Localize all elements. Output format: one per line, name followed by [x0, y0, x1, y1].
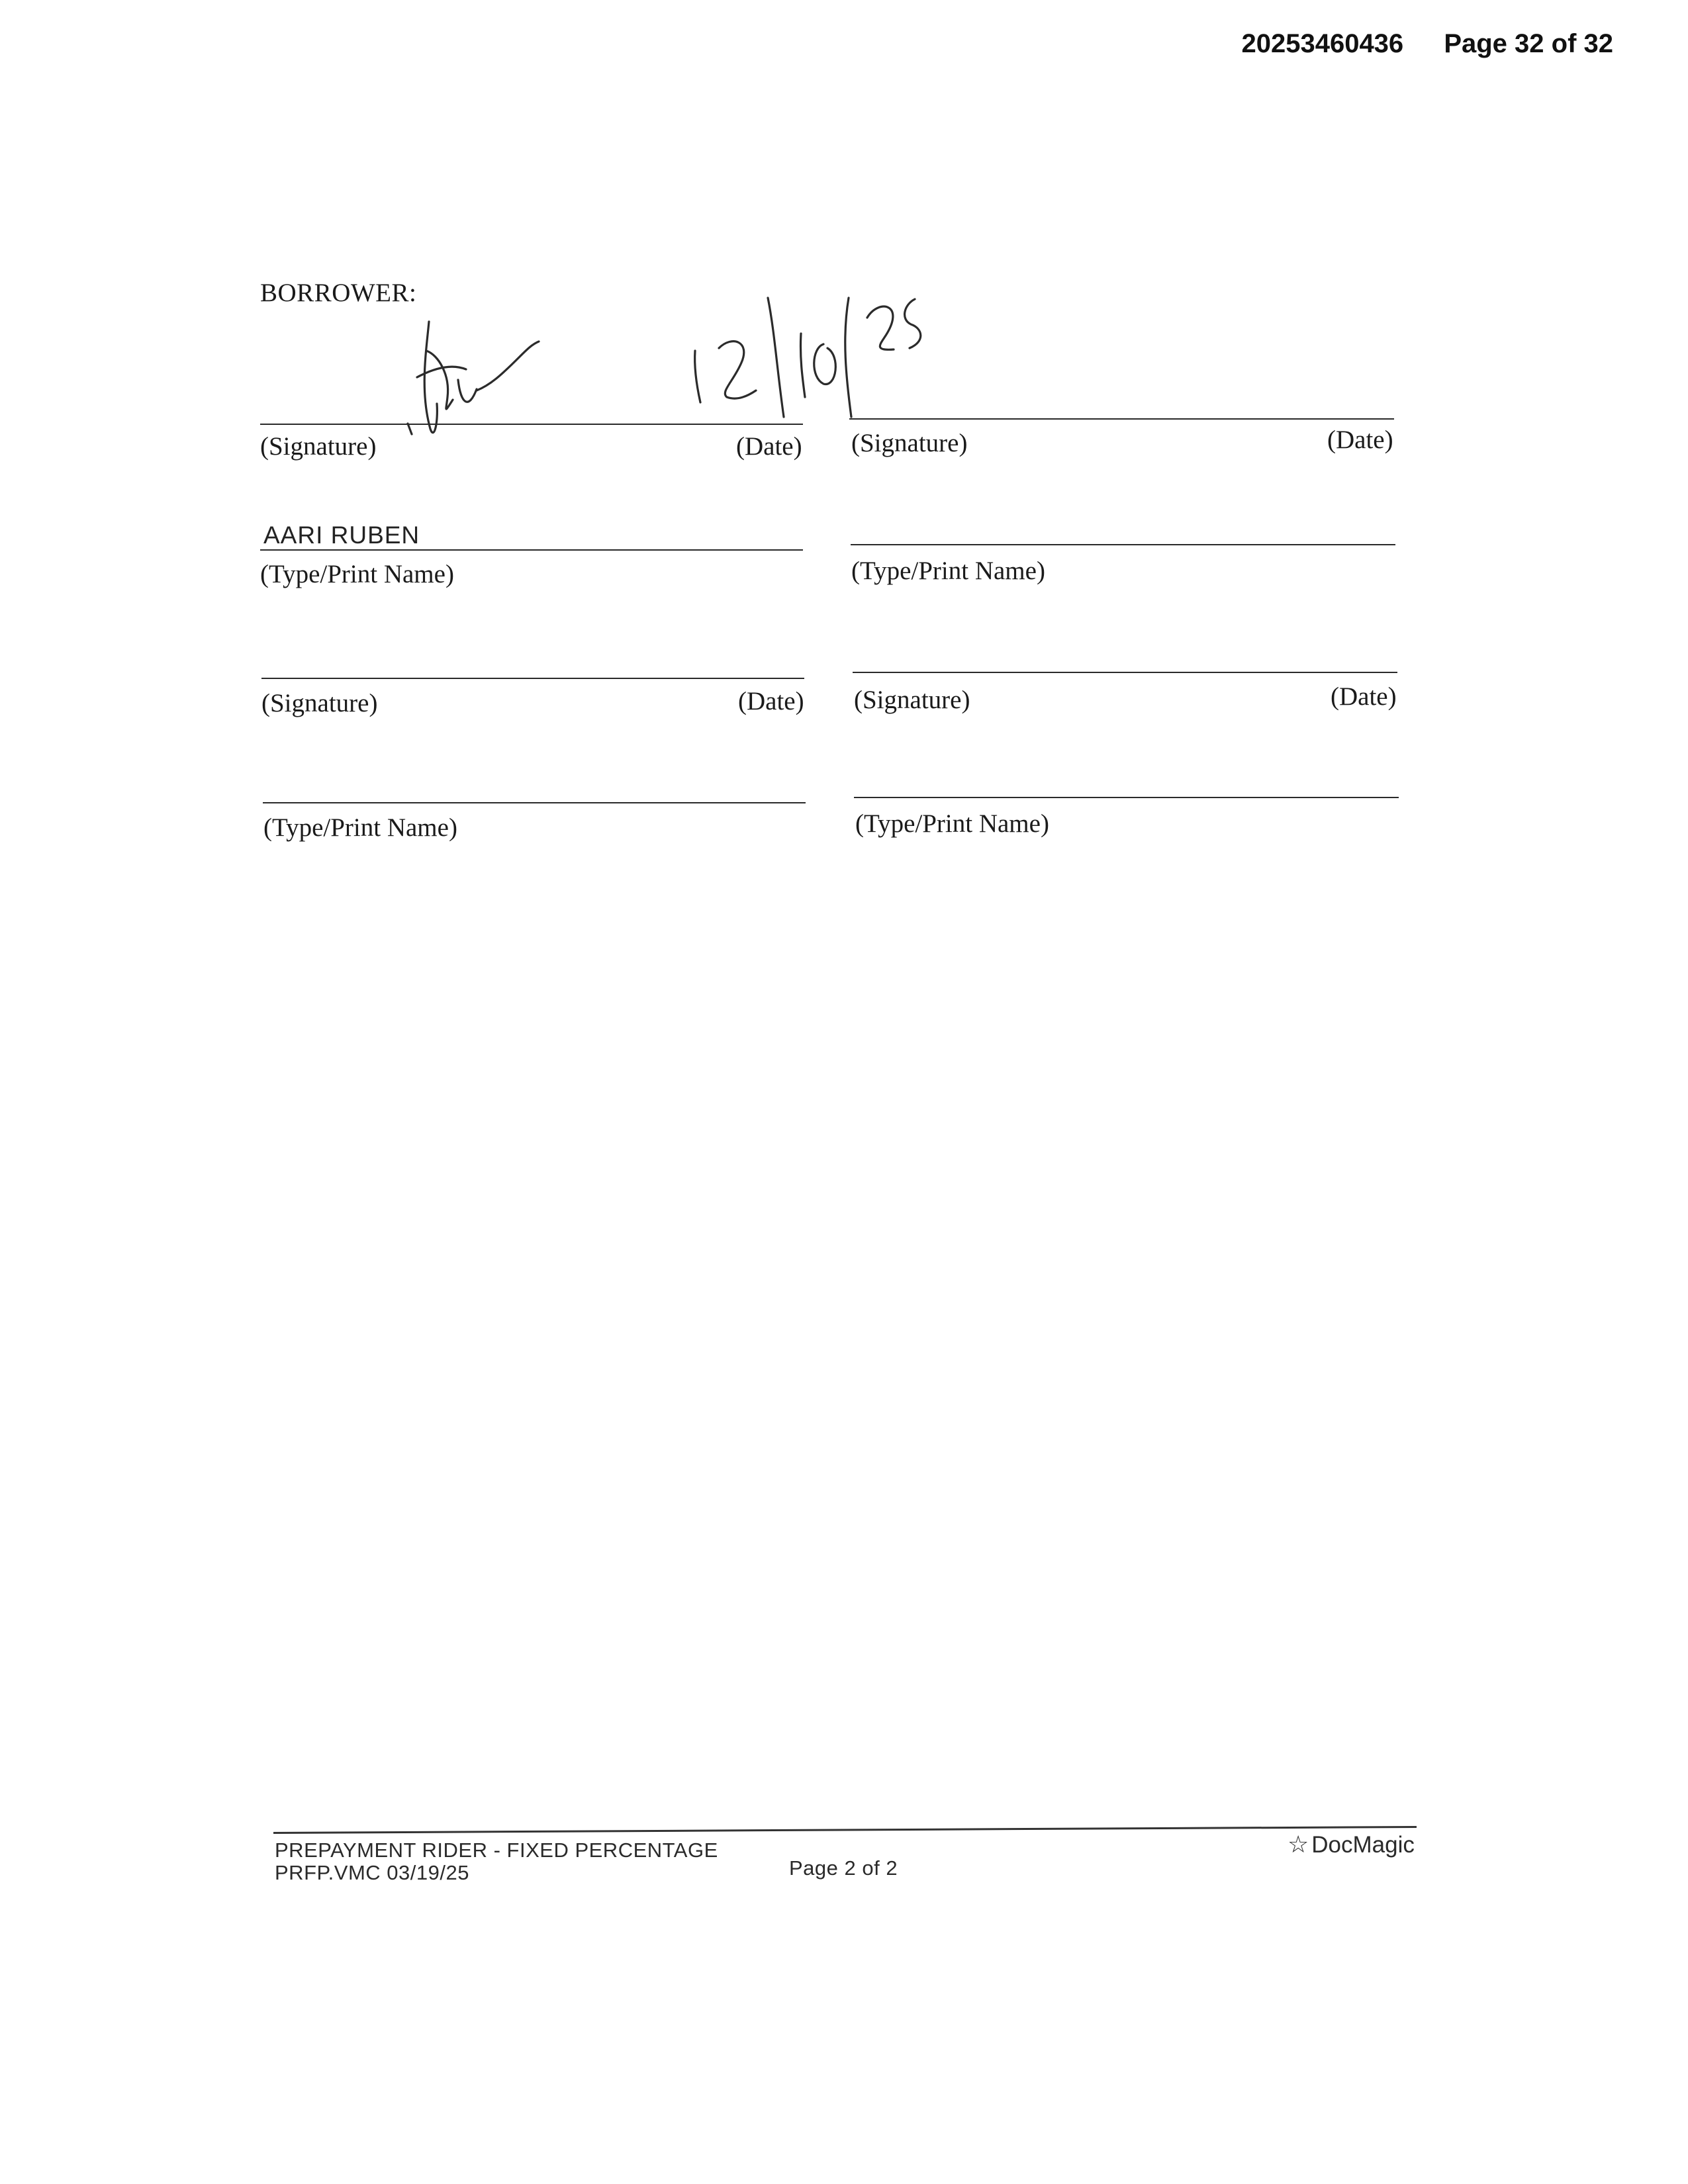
name-caption: (Type/Print Name)	[851, 557, 1045, 585]
name-caption: (Type/Print Name)	[263, 813, 457, 842]
signature-line	[853, 672, 1397, 673]
star-icon: ☆	[1288, 1831, 1309, 1858]
footer-brand	[1288, 1831, 1415, 1858]
signature-caption: (Signature)	[851, 429, 968, 457]
footer-rule	[273, 1826, 1417, 1834]
date-caption: (Date)	[738, 687, 804, 715]
header-page-label: Page 32 of 32	[1444, 29, 1613, 58]
name-line	[260, 549, 803, 551]
name-line	[263, 802, 806, 803]
name-caption: (Type/Print Name)	[260, 560, 454, 588]
signature-line	[260, 424, 803, 425]
date-caption: (Date)	[1331, 682, 1397, 711]
signature-caption: (Signature)	[854, 686, 970, 714]
borrower-label: BORROWER:	[260, 279, 417, 307]
signature-caption: (Signature)	[261, 689, 378, 717]
name-line	[854, 797, 1399, 798]
brand-name: DocMagic	[1311, 1832, 1415, 1858]
name-caption: (Type/Print Name)	[855, 809, 1049, 838]
footer-page-label: Page 2 of 2	[789, 1856, 898, 1880]
handwritten-date	[669, 285, 940, 430]
handwritten-signature	[397, 311, 556, 450]
date-caption: (Date)	[1327, 426, 1393, 454]
name-line	[851, 544, 1395, 545]
date-caption: (Date)	[736, 432, 802, 461]
signature-line	[261, 678, 804, 679]
page-header	[1241, 29, 1613, 59]
typed-name: AARI RUBEN	[263, 522, 420, 549]
footer-form-title: PREPAYMENT RIDER - FIXED PERCENTAGE	[275, 1839, 718, 1862]
signature-line	[849, 418, 1394, 420]
signature-caption: (Signature)	[260, 432, 377, 461]
footer-form-code: PRFP.VMC 03/19/25	[275, 1861, 469, 1884]
document-id: 20253460436	[1241, 29, 1404, 58]
